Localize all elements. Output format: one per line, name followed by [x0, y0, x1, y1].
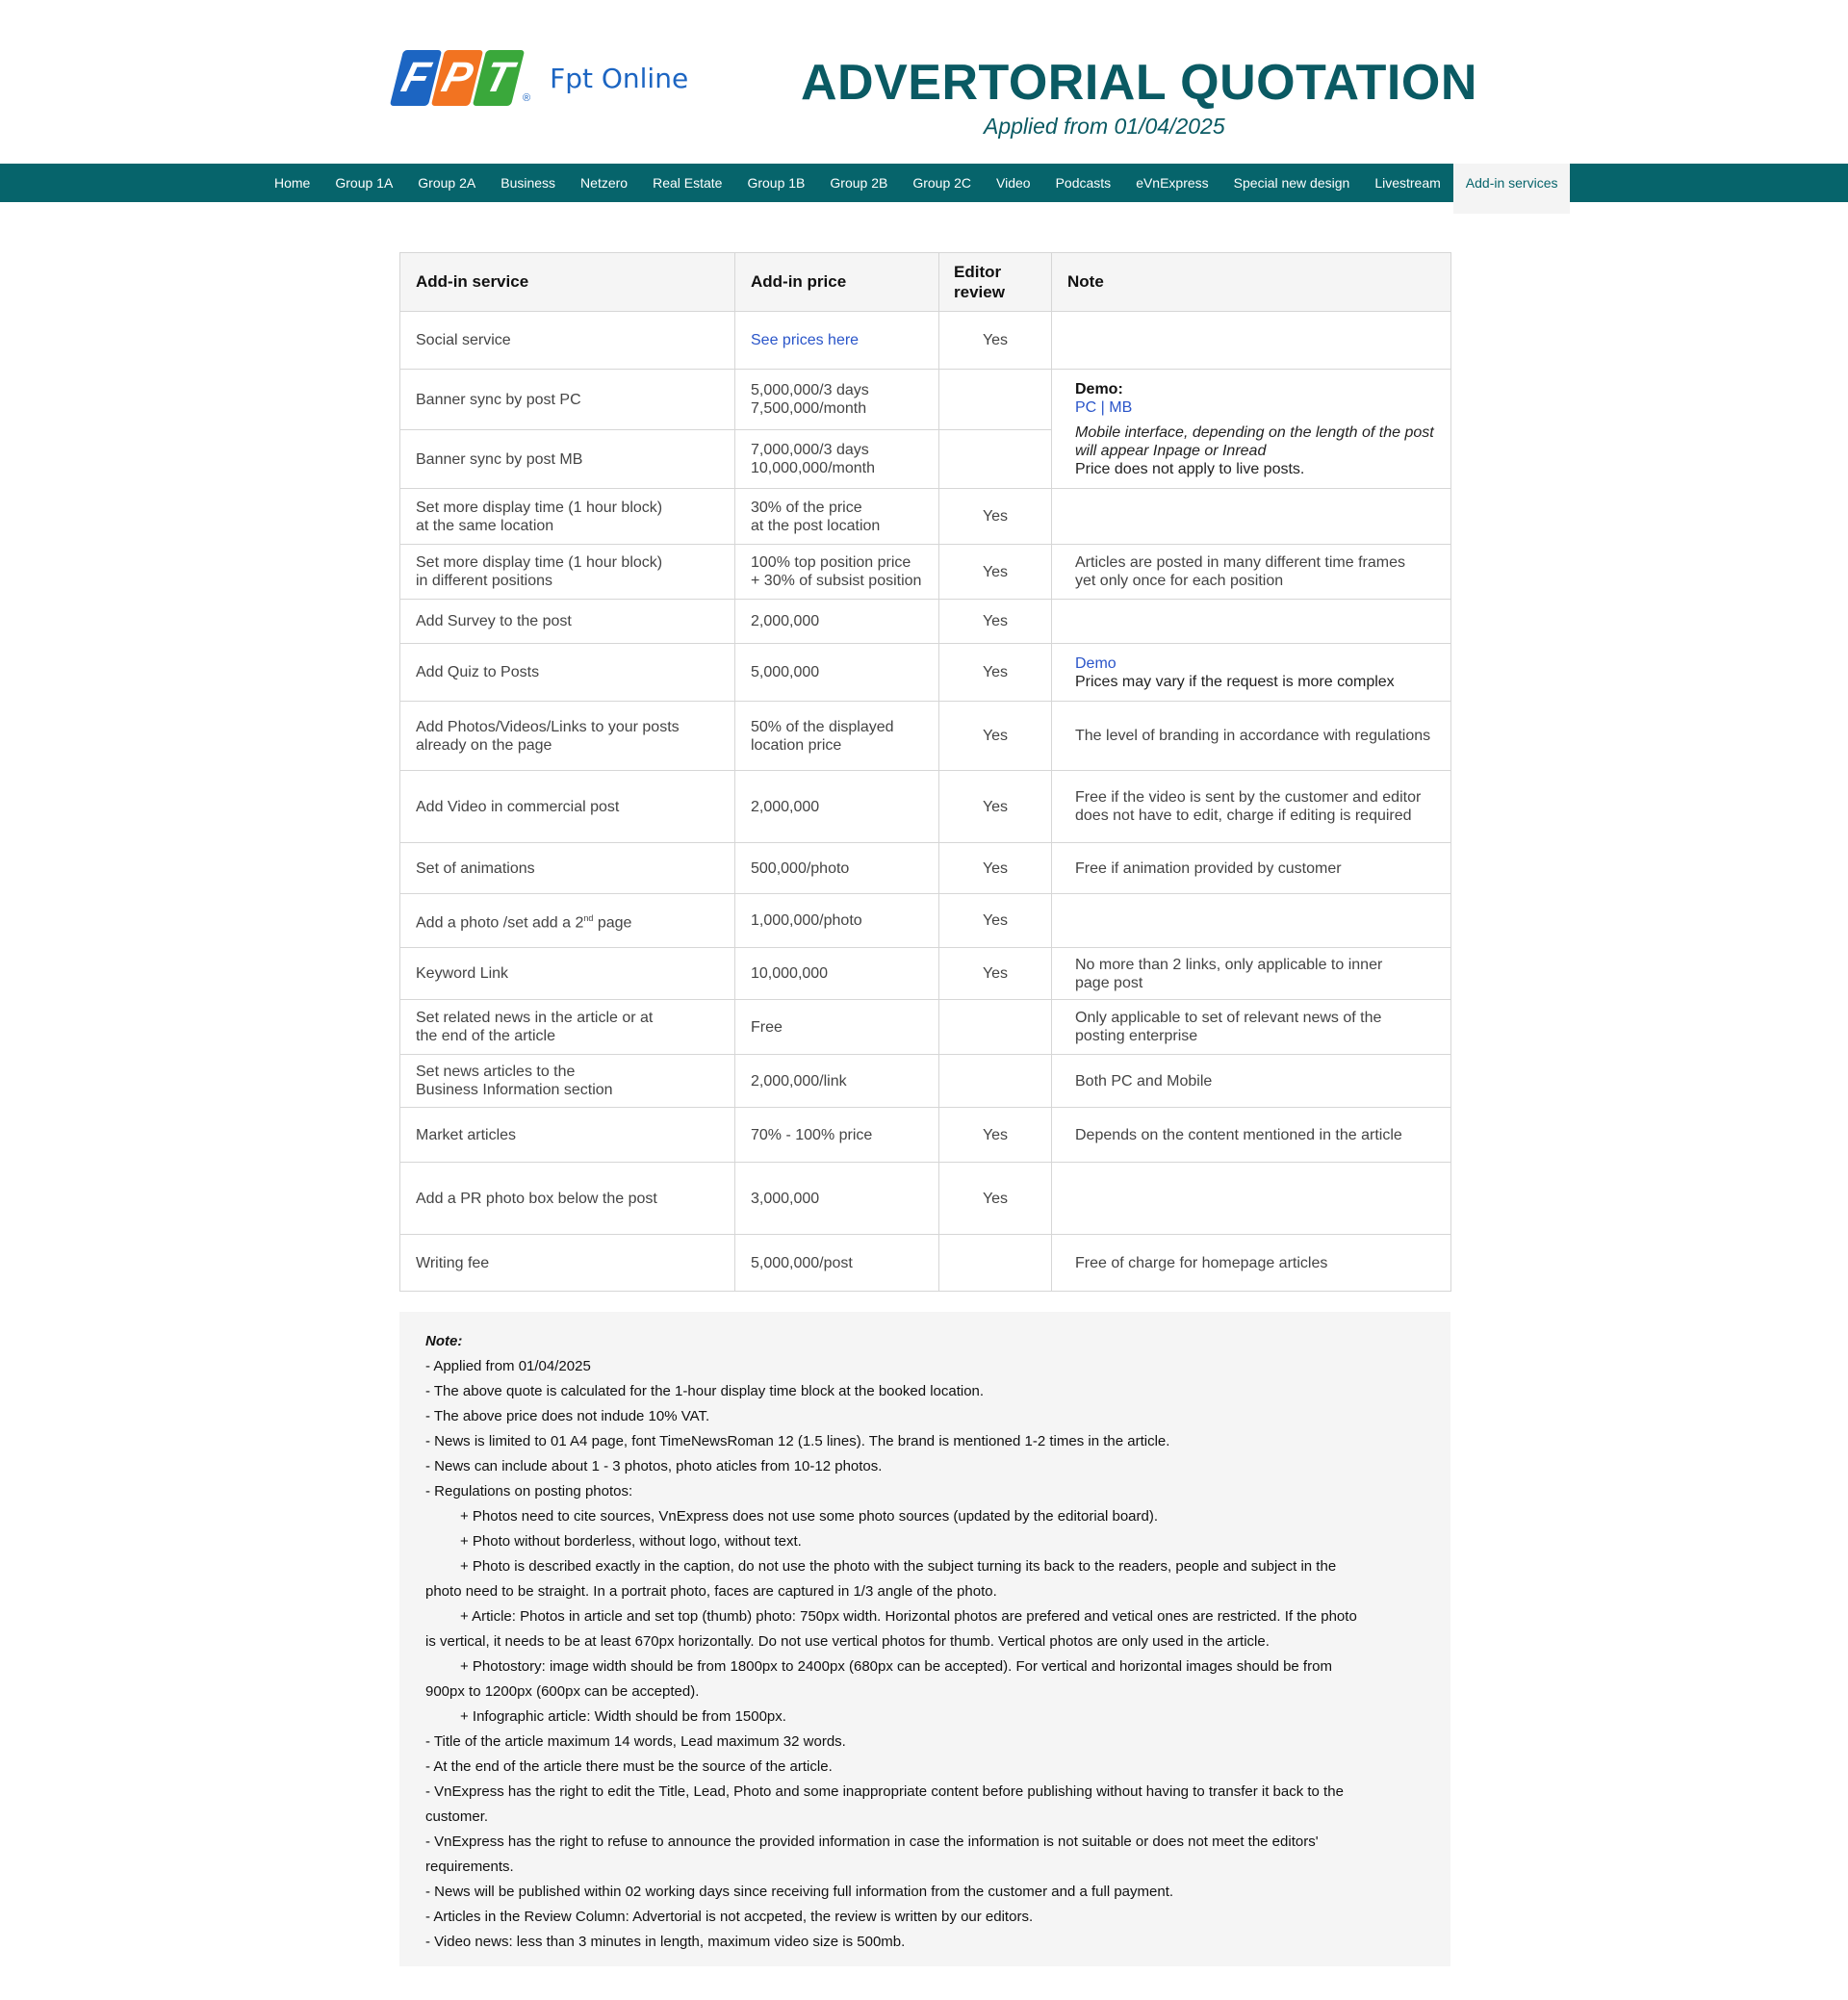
note-line: 900px to 1200px (600px can be accepted). — [425, 1683, 700, 1700]
see-prices-link[interactable]: See prices here — [751, 332, 860, 348]
note-line: - Articles in the Review Column: Advertorial is not accpeted, the review is written by our editors. — [425, 1909, 1034, 1925]
nav-item-podcasts[interactable]: Podcasts — [1055, 175, 1112, 191]
table-row — [400, 1235, 1451, 1292]
service-cell: Set more display time (1 hour block) at the same location — [400, 489, 735, 545]
review-cell: Yes — [939, 843, 1052, 894]
service-cell: Market articles — [400, 1108, 735, 1163]
price-cell: 100% top position price + 30% of subsist position — [735, 545, 939, 600]
nav-item-home[interactable]: Home — [274, 175, 311, 191]
note-cell — [1052, 1163, 1451, 1235]
review-cell: Yes — [939, 489, 1052, 545]
review-cell — [939, 430, 1052, 489]
review-cell: Yes — [939, 600, 1052, 644]
note-line: - Applied from 01/04/2025 — [425, 1358, 591, 1374]
note-line: - News can include about 1 - 3 photos, photo aticles from 10-12 photos. — [425, 1458, 883, 1474]
note-line: - Regulations on posting photos: — [425, 1483, 633, 1500]
table-row — [400, 644, 1451, 702]
nav-item-group-1a[interactable]: Group 1A — [335, 175, 394, 191]
note-cell — [1052, 489, 1451, 545]
price-cell: 30% of the price at the post location — [735, 489, 939, 545]
service-cell: Banner sync by post MB — [400, 430, 735, 489]
review-cell: Yes — [939, 948, 1052, 1000]
logo-letter-p: P — [431, 50, 483, 106]
service-cell: Set of animations — [400, 843, 735, 894]
fpt-logo-icon — [397, 50, 530, 106]
nav-item-real-estate[interactable]: Real Estate — [653, 175, 723, 191]
nav-item-group-1b[interactable]: Group 1B — [747, 175, 806, 191]
nav-item-evnexpress[interactable]: eVnExpress — [1136, 175, 1209, 191]
nav-item-group-2a[interactable]: Group 2A — [418, 175, 476, 191]
price-cell: 5,000,000 — [735, 644, 939, 702]
table-row — [400, 843, 1451, 894]
logo-letter-f: F — [390, 50, 442, 106]
service-cell: Banner sync by post PC — [400, 370, 735, 430]
table-header-row — [400, 253, 1451, 312]
price-cell: 2,000,000/link — [735, 1055, 939, 1108]
note-line: - VnExpress has the right to edit the Title, Lead, Photo and some inappropriate content before publishing without having to transfer it back to the — [425, 1783, 1344, 1800]
note-text: Price does not apply to live posts. — [1075, 460, 1305, 477]
nav-item-video[interactable]: Video — [996, 175, 1031, 191]
price-cell: 10,000,000 — [735, 948, 939, 1000]
note-line: requirements. — [425, 1859, 514, 1875]
review-cell: Yes — [939, 894, 1052, 948]
note-line: + Photo is described exactly in the caption, do not use the photo with the subject turning its back to the readers, people and subject in the — [460, 1558, 1337, 1575]
table-row — [400, 702, 1451, 771]
logo-letter-t: T — [473, 50, 525, 106]
note-cell — [1052, 600, 1451, 644]
demo-label: Demo: — [1075, 380, 1123, 397]
review-cell — [939, 1055, 1052, 1108]
header-add-in-price: Add-in price — [735, 253, 939, 312]
note-cell — [1052, 894, 1451, 948]
service-cell: Set more display time (1 hour block) in different positions — [400, 545, 735, 600]
note-line: - VnExpress has the right to refuse to announce the provided information in case the information is not suitable or does not meet the editors' — [425, 1833, 1319, 1850]
note-line: + Article: Photos in article and set top (thumb) photo: 750px width. Horizontal photos are prefered and vetical ones are restricted. If the photo — [460, 1608, 1357, 1625]
nav-item-business[interactable]: Business — [500, 175, 556, 191]
notes-list — [425, 1354, 1424, 1955]
note-cell: Free if the video is sent by the customer and editor does not have to edit, charge if editing is required — [1052, 771, 1451, 843]
nav-item-group-2b[interactable]: Group 2B — [830, 175, 888, 191]
note-cell — [1052, 312, 1451, 370]
table-row — [400, 1055, 1451, 1108]
fpt-online-logo[interactable] — [397, 50, 688, 106]
note-line: + Infographic article: Width should be from 1500px. — [460, 1708, 786, 1725]
quiz-demo-link[interactable]: Demo — [1075, 654, 1116, 672]
review-cell: Yes — [939, 644, 1052, 702]
review-cell: Yes — [939, 312, 1052, 370]
note-cell: Articles are posted in many different time frames yet only once for each position — [1052, 545, 1451, 600]
review-cell — [939, 1235, 1052, 1292]
demo-pc-mb-link[interactable]: PC | MB — [1075, 398, 1133, 416]
logo-registered-mark: ® — [523, 92, 531, 104]
header-editor-review: Editor review — [939, 253, 1052, 312]
price-cell: 5,000,000/3 days 7,500,000/month — [735, 370, 939, 430]
table-row — [400, 1108, 1451, 1163]
page-subtitle: Applied from 01/04/2025 — [984, 114, 1225, 139]
note-line: - Video news: less than 3 minutes in length, maximum video size is 500mb. — [425, 1934, 906, 1950]
nav-item-netzero[interactable]: Netzero — [580, 175, 629, 191]
note-line: + Photostory: image width should be from 1800px to 2400px (680px can be accepted). For vertical and horizontal images should be from — [460, 1658, 1332, 1675]
note-cell: The level of branding in accordance with regulations — [1052, 702, 1451, 771]
page-header — [0, 0, 1848, 164]
note-cell: Free of charge for homepage articles — [1052, 1235, 1451, 1292]
table-row — [400, 771, 1451, 843]
note-line: - The above quote is calculated for the 1-hour display time block at the booked location. — [425, 1383, 985, 1399]
table-row — [400, 545, 1451, 600]
review-cell: Yes — [939, 771, 1052, 843]
service-cell: Add Video in commercial post — [400, 771, 735, 843]
table-row — [400, 948, 1451, 1000]
table-row — [400, 489, 1451, 545]
note-cell: Free if animation provided by customer — [1052, 843, 1451, 894]
nav-item-add-in-services[interactable]: Add-in services — [1453, 164, 1571, 214]
review-cell — [939, 1000, 1052, 1055]
note-cell — [1052, 370, 1451, 489]
header-add-in-service: Add-in service — [400, 253, 735, 312]
price-cell: 70% - 100% price — [735, 1108, 939, 1163]
review-cell: Yes — [939, 1163, 1052, 1235]
notes-title: Note: — [425, 1333, 463, 1349]
note-cell: Both PC and Mobile — [1052, 1055, 1451, 1108]
note-cell: Only applicable to set of relevant news of the posting enterprise — [1052, 1000, 1451, 1055]
note-line: + Photo without borderless, without logo, without text. — [460, 1533, 802, 1550]
note-line: - News is limited to 01 A4 page, font TimeNewsRoman 12 (1.5 lines). The brand is mentioned 1-2 times in the article. — [425, 1433, 1170, 1449]
service-cell: Set news articles to the Business Information section — [400, 1055, 735, 1108]
table-row — [400, 312, 1451, 370]
nav-item-group-2c[interactable]: Group 2C — [912, 175, 972, 191]
price-cell: 3,000,000 — [735, 1163, 939, 1235]
note-cell: No more than 2 links, only applicable to inner page post — [1052, 948, 1451, 1000]
table-row — [400, 894, 1451, 948]
service-cell: Add Quiz to Posts — [400, 644, 735, 702]
table-row — [400, 1163, 1451, 1235]
nav-items — [262, 164, 1570, 202]
review-cell — [939, 370, 1052, 430]
price-cell: 1,000,000/photo — [735, 894, 939, 948]
service-cell: Add a PR photo box below the post — [400, 1163, 735, 1235]
note-line: - Title of the article maximum 14 words, Lead maximum 32 words. — [425, 1733, 846, 1750]
service-cell: Add Photos/Videos/Links to your posts already on the page — [400, 702, 735, 771]
table-row — [400, 1000, 1451, 1055]
main-nav — [0, 164, 1848, 202]
notes-section — [399, 1312, 1450, 1966]
review-cell: Yes — [939, 702, 1052, 771]
logo-text: Fpt Online — [550, 62, 689, 94]
note-cell: Demo Prices may vary if the request is more complex — [1052, 644, 1451, 702]
note-line: - News will be published within 02 working days since receiving full information from the customer and a full payment. — [425, 1884, 1174, 1900]
service-cell: Keyword Link — [400, 948, 735, 1000]
price-cell: 5,000,000/post — [735, 1235, 939, 1292]
price-cell: 500,000/photo — [735, 843, 939, 894]
price-cell — [735, 312, 939, 370]
note-line: is vertical, it needs to be at least 670px horizontally. Do not use vertical photos for thumb. Vertical photos are only used in the article. — [425, 1633, 1270, 1650]
service-cell: Add Survey to the post — [400, 600, 735, 644]
header-note: Note — [1052, 253, 1451, 312]
price-cell: 7,000,000/3 days 10,000,000/month — [735, 430, 939, 489]
service-cell: Set related news in the article or at the end of the article — [400, 1000, 735, 1055]
note-line: - The above price does not indude 10% VAT. — [425, 1408, 710, 1424]
note-cell: Depends on the content mentioned in the article — [1052, 1108, 1451, 1163]
note-line: - At the end of the article there must be the source of the article. — [425, 1758, 833, 1775]
note-line: customer. — [425, 1808, 489, 1825]
nav-item-livestream[interactable]: Livestream — [1374, 175, 1441, 191]
review-cell: Yes — [939, 1108, 1052, 1163]
price-cell: 2,000,000 — [735, 771, 939, 843]
add-in-services-table — [399, 252, 1451, 1292]
note-line: + Photos need to cite sources, VnExpress does not use some photo sources (updated by the editorial board). — [460, 1508, 1159, 1525]
table-row — [400, 370, 1451, 430]
service-cell: Social service — [400, 312, 735, 370]
price-cell: 50% of the displayed location price — [735, 702, 939, 771]
page-title: ADVERTORIAL QUOTATION — [801, 55, 1477, 111]
service-cell: Writing fee — [400, 1235, 735, 1292]
note-italic: Mobile interface, depending on the length of the post will appear Inpage or Inread — [1075, 423, 1434, 459]
nav-item-special-new-design[interactable]: Special new design — [1233, 175, 1350, 191]
review-cell: Yes — [939, 545, 1052, 600]
note-line: photo need to be straight. In a portrait photo, faces are captured in 1/3 angle of the photo. — [425, 1583, 997, 1600]
price-cell: 2,000,000 — [735, 600, 939, 644]
price-cell: Free — [735, 1000, 939, 1055]
table-row — [400, 600, 1451, 644]
service-cell: Add a photo /set add a 2nd page — [400, 894, 735, 948]
